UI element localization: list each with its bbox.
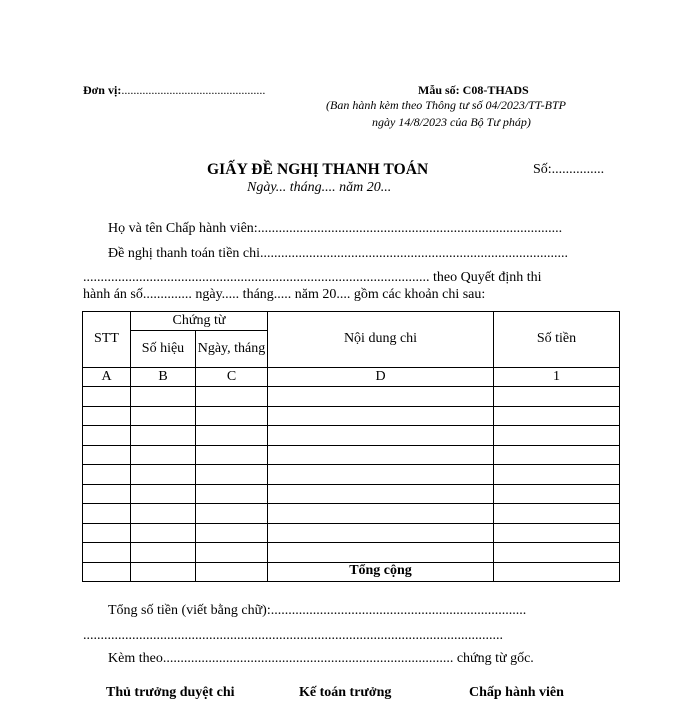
unit-dots: ................................................ bbox=[121, 83, 266, 97]
table-cell bbox=[131, 426, 196, 446]
total-cell bbox=[83, 562, 131, 582]
table-cell bbox=[268, 406, 494, 426]
table-cell bbox=[494, 406, 620, 426]
total-label: Tổng cộng bbox=[268, 562, 494, 582]
table-row bbox=[83, 484, 620, 504]
total-cell bbox=[196, 562, 268, 582]
table-cell bbox=[268, 465, 494, 485]
table-cell bbox=[268, 426, 494, 446]
table-cell bbox=[83, 406, 131, 426]
table-cell bbox=[268, 445, 494, 465]
table-cell bbox=[196, 523, 268, 543]
header-voucher: Chứng từ bbox=[131, 312, 268, 331]
document-date: Ngày... tháng.... năm 20... bbox=[247, 180, 392, 195]
table-cell bbox=[131, 543, 196, 563]
total-cell bbox=[131, 562, 196, 582]
table-row bbox=[83, 426, 620, 446]
header-voucher-date: Ngày, tháng bbox=[196, 331, 268, 368]
document-title: GIẤY ĐỀ NGHỊ THANH TOÁN bbox=[207, 161, 429, 178]
header-content: Nội dung chi bbox=[268, 312, 494, 368]
table-cell bbox=[196, 543, 268, 563]
table-cell bbox=[83, 543, 131, 563]
column-code: B bbox=[131, 368, 196, 387]
table-row bbox=[83, 543, 620, 563]
table-cell bbox=[131, 484, 196, 504]
table-cell bbox=[83, 445, 131, 465]
unit-field bbox=[83, 83, 265, 98]
column-code: C bbox=[196, 368, 268, 387]
column-code: D bbox=[268, 368, 494, 387]
table-cell bbox=[196, 406, 268, 426]
table-cell bbox=[494, 523, 620, 543]
table-cell bbox=[494, 504, 620, 524]
table-row bbox=[83, 387, 620, 407]
table-cell bbox=[131, 406, 196, 426]
table-cell bbox=[131, 445, 196, 465]
table-cell bbox=[83, 465, 131, 485]
table-cell bbox=[131, 523, 196, 543]
enforcer-name-line: Họ và tên Chấp hành viên:....................................................................................... bbox=[108, 221, 563, 236]
table-cell bbox=[196, 484, 268, 504]
table-cell bbox=[494, 543, 620, 563]
judgment-line: hành án số.............. ngày..... tháng..... năm 20.... gồm các khoản chi sau: bbox=[83, 287, 486, 302]
table-cell bbox=[268, 523, 494, 543]
amount-in-words-continuation: ........................................................................................................................ bbox=[83, 628, 503, 643]
header-stt: STT bbox=[83, 312, 131, 368]
table-cell bbox=[494, 387, 620, 407]
table-cell bbox=[83, 387, 131, 407]
table-cell bbox=[83, 504, 131, 524]
header-voucher-no: Số hiệu bbox=[131, 331, 196, 368]
amount-in-words-line: Tổng số tiền (viết bằng chữ):......................................................................... bbox=[108, 603, 527, 618]
table-cell bbox=[196, 426, 268, 446]
table-cell bbox=[196, 504, 268, 524]
table-row bbox=[83, 523, 620, 543]
table-cell bbox=[268, 543, 494, 563]
table-row bbox=[83, 445, 620, 465]
issued-by-line1: (Ban hành kèm theo Thông tư số 04/2023/TT-BTP bbox=[326, 98, 566, 112]
table-cell bbox=[131, 465, 196, 485]
table-cell bbox=[196, 387, 268, 407]
table-cell bbox=[268, 504, 494, 524]
table-cell bbox=[131, 387, 196, 407]
payment-request-line: Đề nghị thanh toán tiền chi........................................................................................ bbox=[108, 246, 569, 261]
decision-line: ................................................................................................... theo Quyết định thi bbox=[83, 270, 542, 285]
attached-documents-line: Kèm theo................................................................................... chứng từ gốc. bbox=[108, 651, 534, 666]
table-row bbox=[83, 406, 620, 426]
column-code: A bbox=[83, 368, 131, 387]
signature-head: Thủ trưởng duyệt chi bbox=[106, 685, 235, 700]
table-cell bbox=[494, 445, 620, 465]
table-cell bbox=[196, 465, 268, 485]
table-cell bbox=[494, 465, 620, 485]
signature-enforcer: Chấp hành viên bbox=[469, 685, 564, 700]
unit-label: Đơn vị: bbox=[83, 83, 122, 97]
table-cell bbox=[83, 484, 131, 504]
header-amount: Số tiền bbox=[494, 312, 620, 368]
issued-by-line2: ngày 14/8/2023 của Bộ Tư pháp) bbox=[372, 115, 531, 129]
table-cell bbox=[494, 426, 620, 446]
column-code: 1 bbox=[494, 368, 620, 387]
table-cell bbox=[196, 445, 268, 465]
document-number: Số:............... bbox=[533, 162, 605, 177]
table-cell bbox=[131, 504, 196, 524]
table-cell bbox=[83, 523, 131, 543]
table-row bbox=[83, 504, 620, 524]
table-cell bbox=[83, 426, 131, 446]
expense-table bbox=[82, 311, 620, 582]
form-code: Mẫu số: C08-THADS bbox=[418, 83, 529, 97]
table-cell bbox=[268, 484, 494, 504]
table-cell bbox=[494, 484, 620, 504]
total-amount-cell bbox=[494, 562, 620, 582]
table-row bbox=[83, 465, 620, 485]
table-cell bbox=[268, 387, 494, 407]
signature-accountant: Kế toán trưởng bbox=[299, 685, 392, 700]
